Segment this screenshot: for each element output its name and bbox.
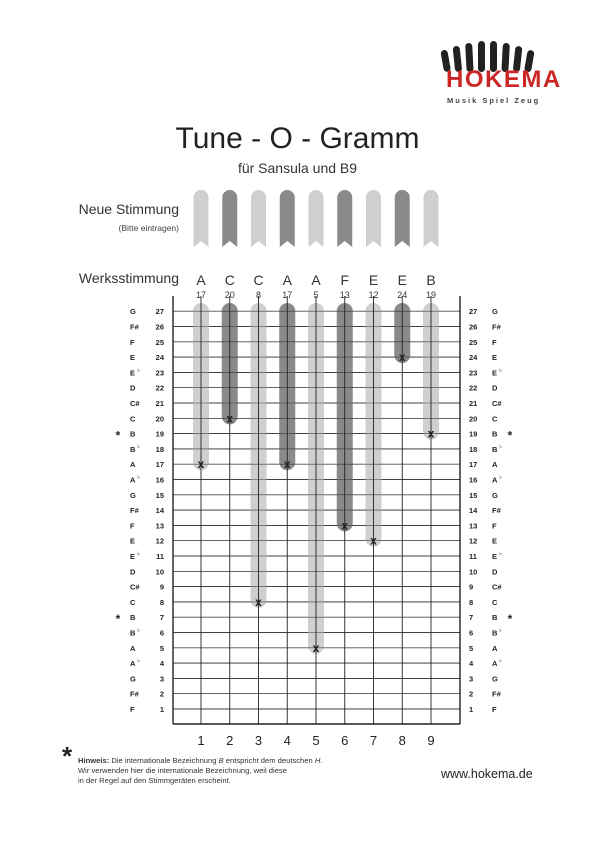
row-note-left: C — [130, 414, 136, 424]
footnote-heading: Hinweis: — [78, 756, 110, 765]
row-number-left: 26 — [155, 322, 164, 332]
row-number-right: 11 — [469, 552, 477, 561]
row-number-left: 22 — [155, 383, 164, 393]
row-number-right: 9 — [469, 582, 474, 592]
row-number-right: 3 — [469, 674, 474, 684]
value-marker-9: x — [427, 426, 435, 441]
key-value-4: 17 — [282, 290, 293, 300]
row-note-right: B — [492, 628, 498, 638]
row-flat-left: ♭ — [137, 444, 140, 451]
row-note-right: F — [492, 337, 497, 347]
row-number-right: 5 — [469, 643, 474, 653]
row-note-right: E — [492, 368, 498, 378]
key-note-3: C — [253, 272, 264, 288]
row-number-left: 6 — [159, 628, 164, 638]
row-note-left: B — [130, 628, 136, 638]
key-number-9: 9 — [427, 733, 435, 748]
row-note-left: A — [130, 460, 136, 470]
row-number-right: 1 — [469, 705, 474, 714]
footnote-italic-h: H — [314, 756, 321, 765]
row-number-right: 13 — [469, 521, 478, 531]
row-number-left: 17 — [155, 460, 164, 470]
row-number-left: 23 — [155, 368, 164, 378]
row-number-right: 27 — [469, 307, 478, 317]
row-flat-right: ♭ — [499, 367, 502, 374]
footnote-text-3: . — [320, 756, 323, 765]
row-number-left: 20 — [155, 414, 164, 424]
row-note-right: E — [492, 536, 498, 546]
key-number-1: 1 — [197, 733, 205, 748]
key-value-6: 13 — [339, 290, 350, 300]
row-number-left: 2 — [159, 689, 164, 699]
key-note-5: A — [311, 272, 321, 288]
row-number-right: 2 — [469, 689, 474, 699]
row-note-left: E — [130, 353, 136, 363]
key-number-6: 6 — [341, 733, 349, 748]
row-flat-left: ♭ — [137, 551, 140, 558]
row-note-right: A — [492, 460, 498, 470]
row-number-left: 18 — [155, 444, 164, 454]
row-number-right: 22 — [469, 383, 478, 393]
row-number-right: 26 — [469, 322, 478, 332]
value-marker-4: x — [283, 457, 291, 472]
value-marker-7: x — [370, 533, 377, 548]
key-shape-3 — [251, 190, 266, 247]
row-number-left: 15 — [155, 490, 164, 500]
row-note-right: C# — [492, 582, 502, 592]
row-flat-right: ♭ — [499, 658, 502, 665]
row-note-left: F — [130, 337, 135, 347]
row-note-right: B — [492, 613, 498, 623]
row-number-right: 20 — [469, 414, 478, 424]
footnote-text-1: Die internationale Bezeichnung — [109, 756, 219, 765]
value-marker-5: x — [312, 640, 320, 655]
row-note-left: F# — [130, 322, 139, 332]
row-number-left: 1 — [159, 705, 164, 714]
row-flat-right: ♭ — [499, 628, 502, 634]
row-note-right: F — [492, 521, 497, 531]
row-number-left: 21 — [155, 399, 164, 408]
row-note-right: F# — [492, 689, 501, 699]
value-marker-1: x — [197, 457, 205, 472]
key-number-2: 2 — [226, 733, 234, 748]
new-tuning-hint: (Bitte eintragen) — [118, 223, 179, 233]
row-note-right: D — [492, 567, 498, 577]
row-note-left: A — [130, 475, 136, 485]
row-note-right: A — [492, 643, 498, 653]
row-note-right: D — [492, 383, 498, 393]
row-note-left: A — [130, 659, 136, 669]
key-shape-1 — [194, 190, 209, 247]
brand-name: HOKEMA — [446, 66, 562, 93]
row-number-left: 14 — [155, 506, 164, 516]
row-note-left: F# — [130, 506, 139, 516]
key-note-9: B — [426, 272, 436, 288]
key-number-8: 8 — [398, 733, 406, 748]
row-number-left: 8 — [159, 597, 164, 607]
row-note-left: D — [130, 383, 136, 393]
row-star-left: * — [115, 612, 121, 627]
value-marker-8: x — [398, 350, 406, 365]
row-number-right: 21 — [469, 399, 478, 408]
row-flat-left: ♭ — [137, 367, 140, 374]
row-number-left: 4 — [159, 659, 164, 669]
row-note-left: G — [130, 674, 136, 684]
row-note-right: F# — [492, 322, 501, 332]
row-number-right: 24 — [469, 353, 478, 363]
website-link[interactable]: www.hokema.de — [441, 767, 533, 781]
row-note-left: C# — [130, 582, 140, 592]
key-note-2: C — [224, 272, 235, 288]
factory-tuning-label: Werksstimmung — [78, 270, 179, 286]
row-note-left: E — [130, 536, 136, 546]
footnote-line-2: Wir verwenden hier die internationale Bezeichnung, weil diese — [78, 765, 287, 775]
key-number-5: 5 — [312, 733, 320, 748]
row-note-left: D — [130, 567, 136, 577]
key-value-5: 5 — [313, 290, 319, 300]
row-note-right: B — [492, 429, 498, 439]
row-note-right: E — [492, 552, 498, 561]
key-shape-2 — [222, 190, 237, 247]
key-value-7: 12 — [368, 290, 379, 300]
row-number-right: 7 — [469, 613, 474, 623]
value-marker-2: x — [226, 411, 234, 426]
row-flat-right: ♭ — [499, 551, 502, 558]
row-note-right: C — [492, 414, 498, 424]
page-title: Tune - O - Gramm — [175, 122, 420, 155]
new-tuning-label: Neue Stimmung — [78, 201, 179, 217]
row-note-left: G — [130, 307, 136, 317]
row-note-left: F# — [130, 689, 139, 699]
row-note-left: F — [130, 521, 135, 531]
key-number-3: 3 — [254, 733, 263, 748]
row-number-left: 25 — [155, 337, 164, 347]
row-number-right: 12 — [469, 536, 478, 546]
key-note-4: A — [282, 272, 292, 288]
value-marker-6: x — [341, 518, 349, 533]
row-note-left: A — [130, 643, 136, 653]
key-note-8: E — [397, 272, 407, 288]
row-note-left: C — [130, 597, 136, 607]
row-number-right: 14 — [469, 506, 478, 516]
footnote-text-2: entspricht dem deutschen — [223, 756, 315, 765]
key-shape-9 — [424, 190, 439, 247]
row-note-right: G — [492, 490, 498, 500]
row-flat-left: ♭ — [137, 475, 140, 481]
footnote — [78, 756, 418, 785]
row-note-right: B — [492, 444, 498, 454]
row-number-left: 11 — [156, 552, 164, 561]
row-number-right: 6 — [469, 628, 474, 638]
row-number-left: 27 — [155, 307, 164, 317]
row-number-right: 16 — [469, 475, 478, 485]
row-note-right: A — [492, 659, 498, 669]
row-note-right: A — [492, 475, 498, 485]
footnote-italic-b: B — [218, 756, 224, 765]
row-flat-left: ♭ — [137, 628, 140, 634]
row-number-right: 18 — [469, 444, 478, 454]
row-number-right: 10 — [469, 567, 478, 577]
page-subtitle: für Sansula und B9 — [237, 160, 358, 176]
row-number-left: 7 — [159, 613, 164, 623]
row-note-right: F# — [492, 506, 501, 516]
value-marker-3: x — [255, 594, 262, 609]
row-note-right: F — [492, 705, 497, 714]
row-note-left: G — [130, 490, 136, 500]
row-number-left: 5 — [159, 643, 164, 653]
row-star-right: * — [507, 612, 513, 627]
key-note-7: E — [368, 272, 379, 288]
row-note-right: G — [492, 674, 498, 684]
row-note-left: E — [130, 368, 136, 378]
row-note-right: C — [492, 597, 498, 607]
footnote-line-3: in der Regel auf den Stimmgeräten erscheint. — [78, 775, 231, 785]
key-value-1: 17 — [195, 290, 207, 300]
key-shape-7 — [366, 190, 381, 247]
row-number-left: 16 — [155, 475, 164, 485]
brand-tagline: Musik Spiel Zeug — [447, 96, 541, 105]
row-note-left: E — [130, 552, 136, 561]
row-number-left: 13 — [155, 521, 164, 531]
key-shape-4 — [280, 190, 295, 247]
row-flat-right: ♭ — [499, 475, 502, 481]
row-note-left: F — [130, 705, 135, 714]
row-number-left: 10 — [155, 567, 164, 577]
row-number-left: 12 — [155, 536, 164, 546]
row-number-left: 9 — [159, 582, 164, 592]
row-number-right: 19 — [469, 429, 478, 439]
key-shape-5 — [309, 190, 324, 247]
row-number-right: 4 — [469, 659, 474, 669]
row-number-right: 8 — [469, 597, 474, 607]
row-number-left: 24 — [155, 353, 164, 363]
key-value-3: 8 — [255, 290, 262, 300]
key-value-9: 19 — [425, 290, 437, 300]
row-star-right: * — [507, 428, 513, 443]
row-number-right: 25 — [469, 337, 478, 347]
key-shape-8 — [395, 190, 410, 247]
row-number-left: 19 — [155, 429, 164, 439]
row-note-right: C# — [492, 399, 502, 408]
footnote-marker: * — [62, 741, 73, 771]
row-note-left: B — [130, 613, 136, 623]
key-number-7: 7 — [369, 733, 378, 748]
key-value-8: 24 — [397, 290, 408, 300]
key-number-4: 4 — [283, 733, 291, 748]
row-note-left: C# — [130, 399, 140, 408]
key-value-2: 20 — [224, 290, 235, 300]
row-number-right: 23 — [469, 368, 478, 378]
key-note-6: F — [340, 272, 350, 288]
row-note-left: B — [130, 444, 136, 454]
row-flat-right: ♭ — [499, 444, 502, 451]
key-note-1: A — [196, 272, 206, 288]
row-number-right: 15 — [469, 490, 478, 500]
row-note-right: G — [492, 307, 498, 317]
key-shape-6 — [337, 190, 352, 247]
row-number-right: 17 — [469, 460, 478, 470]
row-number-left: 3 — [159, 674, 164, 684]
row-note-right: E — [492, 353, 498, 363]
row-note-left: B — [130, 429, 136, 439]
row-star-left: * — [115, 428, 121, 443]
row-flat-left: ♭ — [137, 658, 140, 665]
